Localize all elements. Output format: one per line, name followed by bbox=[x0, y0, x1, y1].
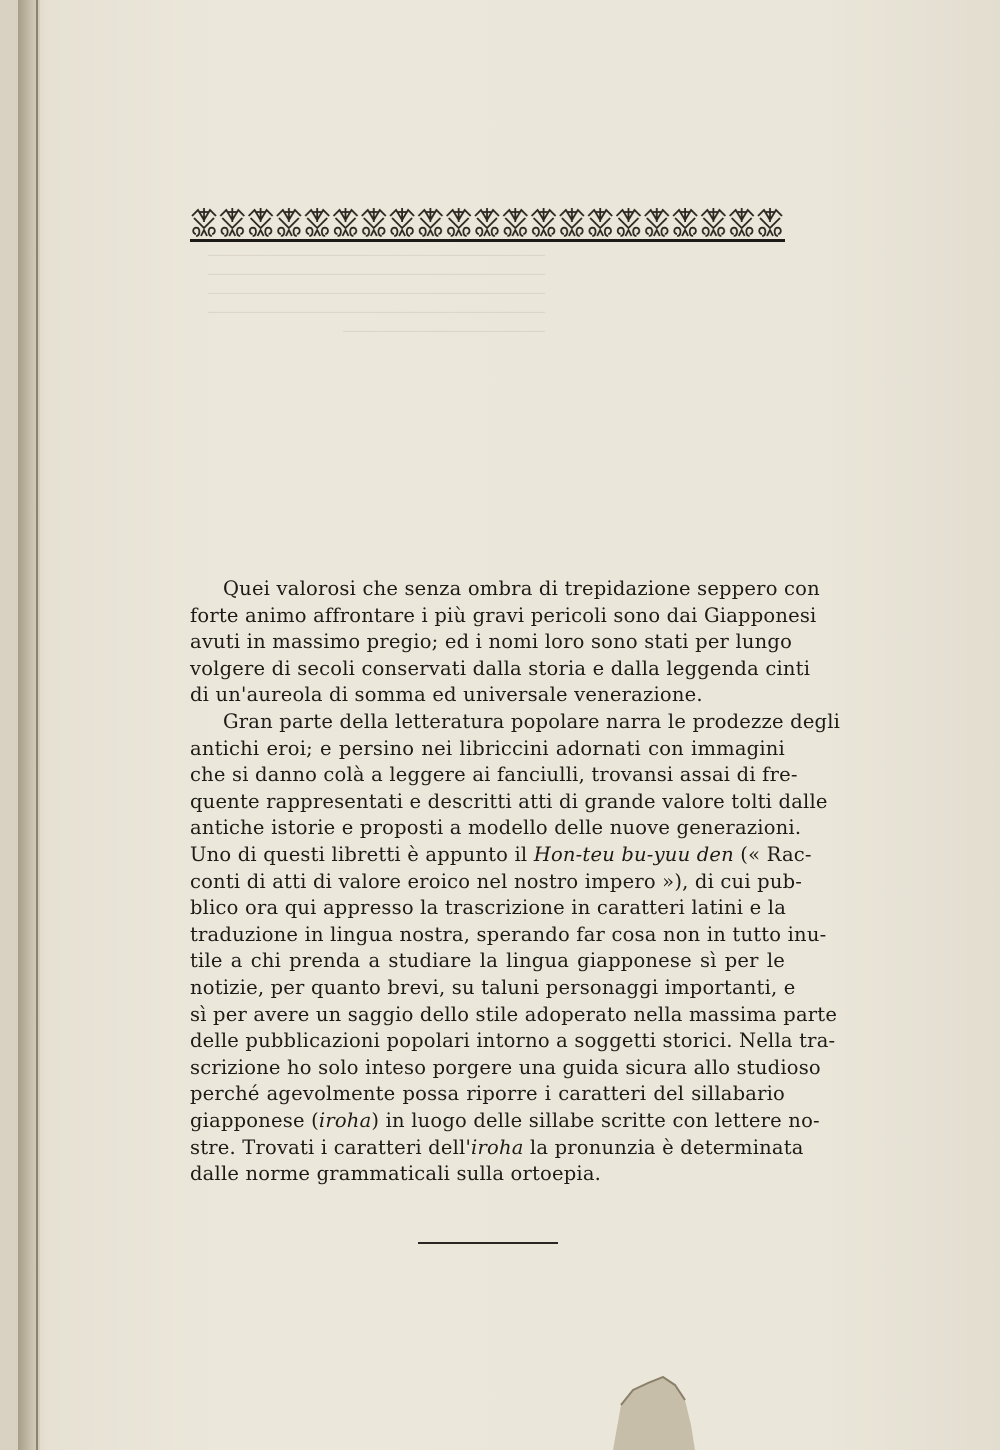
text-segment: giapponese ( bbox=[190, 1109, 319, 1132]
text-segment: volgere di secoli conservati dalla storia e dalla leggenda cinti bbox=[190, 656, 811, 680]
text-line bbox=[223, 576, 820, 602]
text-segment: Quei valorosi che senza ombra di trepidazione seppero con bbox=[223, 577, 820, 600]
text-segment: tile a chi prenda a studiare la lingua giapponese sì per le bbox=[190, 949, 785, 973]
text-line bbox=[190, 975, 796, 1001]
text-line bbox=[190, 869, 803, 895]
text-line bbox=[190, 629, 793, 655]
text-line bbox=[190, 895, 785, 921]
text-segment: Gran parte della letteratura popolare narra le prodezze degli bbox=[223, 710, 841, 733]
text-segment: che si danno colà a leggere ai fanciulli, trovansi assai di fre- bbox=[190, 763, 798, 787]
text-segment: forte animo affrontare i più gravi pericoli sono dai Giapponesi bbox=[190, 603, 817, 627]
text-line bbox=[190, 789, 828, 815]
italic-title-text: iroha bbox=[471, 1135, 524, 1159]
gutter-edge bbox=[36, 0, 38, 1450]
text-line bbox=[190, 682, 785, 708]
decorative-header-ornament bbox=[190, 206, 785, 246]
torn-paper-edge bbox=[603, 1365, 703, 1450]
text-line bbox=[190, 1055, 821, 1081]
text-segment: antichi eroi; e persino nei libriccini adornati con immagini bbox=[190, 736, 785, 760]
italic-title-text: Hon-teu bu-yuu den bbox=[533, 843, 734, 866]
text-line bbox=[190, 922, 827, 948]
text-segment: conti di atti di valore eroico nel nostro impero »), di cui pub- bbox=[190, 869, 803, 893]
text-segment: notizie, per quanto brevi, su taluni personaggi importanti, e bbox=[190, 976, 796, 999]
text-segment: delle pubblicazioni popolari intorno a soggetti storici. Nella tra- bbox=[190, 1029, 836, 1053]
text-segment: di un'aureola di somma ed universale venerazione. bbox=[190, 683, 703, 707]
text-segment: dalle norme grammaticali sulla ortoepia. bbox=[190, 1162, 602, 1186]
text-line bbox=[190, 1002, 838, 1028]
closing-rule bbox=[418, 1242, 558, 1244]
text-line bbox=[190, 948, 785, 974]
bleed-through-text: ——————————————————————————————————— ——————————————————————————————————— ——————————————————————————————————— ——————————————————————————————————— ————————————————————— bbox=[208, 245, 546, 340]
text-segment: stre. Trovati i caratteri dell' bbox=[190, 1135, 472, 1159]
text-line bbox=[190, 842, 812, 868]
text-line bbox=[190, 603, 817, 629]
italic-title-text: iroha bbox=[318, 1109, 372, 1132]
text-line bbox=[190, 1135, 804, 1161]
text-segment: la pronunzia è determinata bbox=[523, 1135, 804, 1159]
text-segment: ) in luogo delle sillabe scritte con lettere no- bbox=[371, 1109, 820, 1132]
text-line bbox=[190, 1108, 820, 1134]
text-line bbox=[190, 1161, 785, 1187]
book-page bbox=[18, 0, 1000, 1450]
text-line bbox=[190, 1081, 785, 1107]
text-line bbox=[190, 815, 802, 841]
text-segment: (« Rac- bbox=[733, 843, 812, 866]
text-segment: sì per avere un saggio dello stile adoperato nella massima parte bbox=[190, 1002, 838, 1026]
text-line bbox=[190, 656, 811, 682]
text-segment: quente rappresentati e descritti atti di grande valore tolti dalle bbox=[190, 789, 828, 813]
text-line bbox=[190, 762, 798, 788]
text-segment: traduzione in lingua nostra, sperando far cosa non in tutto inu- bbox=[190, 922, 827, 946]
text-segment: perché agevolmente possa riporre i caratteri del sillabario bbox=[190, 1082, 785, 1106]
text-line bbox=[190, 736, 785, 762]
text-segment: Uno di questi libretti è appunto il bbox=[190, 843, 534, 866]
text-segment: blico ora qui appresso la trascrizione in caratteri latini e la bbox=[190, 896, 787, 920]
text-segment: scrizione ho solo inteso porgere una guida sicura allo studioso bbox=[190, 1055, 821, 1079]
text-segment: antiche istorie e proposti a modello delle nuove generazioni. bbox=[190, 816, 802, 840]
text-line bbox=[190, 1028, 836, 1054]
text-line bbox=[223, 709, 841, 735]
text-segment: avuti in massimo pregio; ed i nomi loro sono stati per lungo bbox=[190, 630, 793, 654]
